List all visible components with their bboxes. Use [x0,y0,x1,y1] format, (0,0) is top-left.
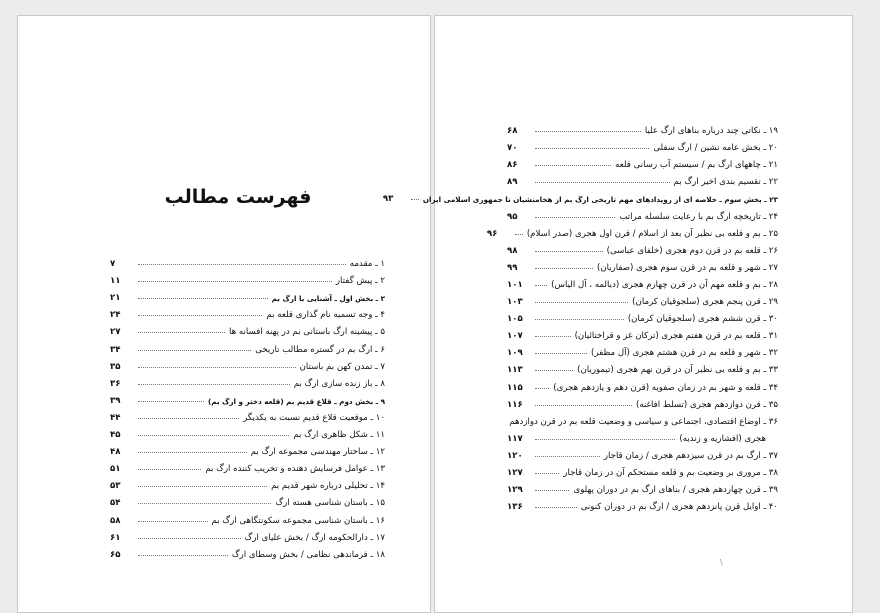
toc-entry-title: ۳۲ ـ شهر و قلعه بم در قرن هشتم هجری (آل مظفر) [591,348,778,359]
toc-entry-page-number: ۶۱ [110,532,121,543]
toc-entry-title: ۱۲ ـ ساختار مهندسی مجموعه ارگ بم [250,447,385,458]
toc-entry-title: ۱۶ ـ باستان شناسی مجموعه سکونتگاهی ارگ بم [211,515,385,526]
toc-entry-title: ۳۱ ـ قلعه بم در قرن هفتم هجری (ترکان غز و قراختائیان) [574,331,778,342]
toc-entry-title: ۵ ـ پیشینه ارگ باستانی بم در پهنه افسانه ها [229,327,385,338]
toc-entry-page-number: ۴۵ [110,430,121,441]
toc-leader-dots [138,521,208,522]
toc-leader-dots [138,452,247,453]
toc-leader-dots [138,332,225,333]
toc-entry [507,239,778,256]
toc-leader-dots [138,264,346,265]
toc-leader-dots [138,486,267,487]
toc-entry-page-number: ۳۹ [110,395,121,406]
toc-leader-dots [138,367,296,368]
toc-entry-page-number: ۵۴ [110,498,121,509]
toc-entry-title: ۲۲ ـ تقسیم بندی اخیر ارگ بم [673,177,778,188]
toc-entry-page-number: ۱۱ [110,276,121,287]
toc-entry [507,427,778,444]
toc-leader-dots [138,435,289,436]
toc-leader-dots [138,384,290,385]
toc-leader-dots [138,538,241,539]
toc-leader-dots [535,319,624,320]
toc-entry [110,474,385,491]
toc-leader-dots [138,469,201,470]
toc-entry-page-number: ۱۱۵ [507,382,523,393]
toc-leader-dots [535,336,571,337]
toc-leader-dots [535,439,675,440]
toc-entry [507,273,778,290]
toc-entry-page-number: ۸۶ [507,160,518,171]
toc-entry [507,256,778,273]
toc-leader-dots [138,281,332,282]
toc-entry-page-number: ۵۳ [110,481,121,492]
toc-entry [507,444,778,461]
toc-list-right [382,119,778,513]
left-page [17,15,431,613]
toc-entry-title: ۹ ـ بخش دوم ـ قلاع قدیم بم (قلعه دختر و ارگ بم) [207,396,385,406]
toc-entry-page-number: ۱۱۷ [507,433,523,444]
toc-leader-dots [535,285,547,286]
toc-entry [507,410,778,427]
toc-entry [507,358,778,375]
toc-entry-page-number: ۲۴ [110,310,121,321]
toc-entry-title: ۱۸ ـ فرماندهی نظامی / بخش وسطای ارگ [231,549,385,560]
page-title: فهرست مطالب [164,186,312,208]
toc-list-left [110,252,385,560]
toc-entry [110,440,385,457]
toc-entry-page-number: ۱۱۳ [507,365,523,376]
toc-entry-title: هجری (افشاریه و زندیه) [679,433,766,444]
toc-entry-page-number: ۱۲۰ [507,450,523,461]
page-mark-decoration: \ [720,558,723,567]
toc-entry [110,320,385,337]
toc-leader-dots [535,370,573,371]
toc-entry-page-number: ۵۱ [110,464,121,475]
toc-entry-page-number: ۹۸ [507,245,518,256]
toc-entry [507,375,778,392]
toc-entry-page-number: ۹۶ [486,228,498,239]
toc-entry [110,286,385,303]
toc-leader-dots [535,405,632,406]
toc-entry-page-number: ۱۲۷ [507,467,523,478]
toc-leader-dots [535,251,603,252]
toc-entry [382,187,778,205]
toc-entry-page-number: ۴۸ [110,447,121,458]
toc-entry-title: ۳۳ ـ بم و قلعه بی نظیر آن در قرن نهم هجری (تیموریان) [577,365,778,376]
toc-entry-title: ۲۱ ـ چاههای ارگ بم / سیستم آب رسانی قلعه [615,160,778,171]
toc-entry-title: ۳۶ ـ اوضاع اقتصادی، اجتماعی و سیاسی و وضعیت قلعه بم در قرن دوازدهم [509,416,778,427]
toc-entry [110,252,385,269]
toc-entry-title: ۱۹ ـ نکاتی چند درباره بناهای ارگ علیا [644,126,778,137]
toc-entry [507,153,778,170]
toc-entry [486,222,778,239]
toc-entry-page-number: ۱۰۹ [507,348,523,359]
toc-entry [110,303,385,320]
toc-entry [507,307,778,324]
toc-leader-dots [535,507,577,508]
toc-leader-dots [138,315,262,316]
toc-entry-page-number: ۳۴ [110,344,121,355]
toc-entry-page-number: ۹۹ [507,262,518,273]
toc-entry-title: ۶ ـ ارگ بم در گستره مطالب تاریخی [255,344,385,355]
toc-entry-page-number: ۷۰ [507,143,518,154]
toc-entry-title: ۳۵ ـ قرن دوازدهم هجری (تسلط افاغنه) [635,399,778,410]
toc-leader-dots [535,217,615,218]
toc-entry-page-number: ۷ [110,259,116,270]
toc-entry-title: ۴۰ ـ اوایل قرن پانزدهم هجری / ارگ بم در دوران کنونی [580,502,778,513]
toc-entry-title: ۱۷ ـ دارالحکومه ارگ / بخش علیای ارگ [244,532,385,543]
toc-entry-title: ۳۸ ـ مروری بر وضعیت بم و قلعه مستحکم آن در زمان قاجار [563,467,778,478]
toc-entry-page-number: ۱۰۱ [507,279,523,290]
toc-leader-dots [515,234,523,235]
toc-leader-dots [138,418,239,419]
toc-entry [110,423,385,440]
toc-leader-dots [535,268,593,269]
toc-entry [110,372,385,389]
toc-leader-dots [411,199,419,200]
toc-entry [507,393,778,410]
toc-entry-title: ۳۹ ـ قرن چهاردهم هجری / بناهای ارگ بم در دوران پهلوی [573,485,778,496]
toc-entry [507,324,778,341]
toc-leader-dots [138,503,271,504]
toc-entry-title: ۲۰ ـ بخش عامه نشین / ارگ سفلی [653,143,778,154]
toc-entry-title: ۲۵ ـ بم و قلعه بی نظیر آن بعد از اسلام / قرن اول هجری (صدر اسلام) [526,228,778,239]
toc-entry [110,457,385,474]
toc-entry-page-number: ۹۵ [507,211,518,222]
toc-leader-dots [535,182,670,183]
toc-entry [507,478,778,495]
toc-leader-dots [535,473,559,474]
toc-entry-page-number: ۱۰۵ [507,314,523,325]
toc-entry-title: ۱ ـ مقدمه [349,259,385,270]
toc-entry-title: ۲۳ ـ بخش سوم ـ خلاصه ای از رویدادهای مهم تاریخی ارگ بم از هخامنشیان تا جمهوری اسلامی ایران [422,195,778,205]
toc-entry-title: ۲۸ ـ بم و قلعه مهم آن در قرن چهارم هجری (دیالمه ، آل الیاس) [551,279,778,290]
toc-entry-title: ۱۰ ـ موقعیت قلاع قدیم نسبت به یکدیگر [243,412,385,423]
toc-entry-title: ۱۱ ـ شکل ظاهری ارگ بم [293,430,385,441]
toc-leader-dots [138,350,251,351]
toc-entry-page-number: ۵۸ [110,515,121,526]
toc-entry-page-number: ۱۱۶ [507,399,523,410]
toc-entry-title: ۲۶ ـ قلعه بم در قرن دوم هجری (خلفای عباسی) [606,245,778,256]
toc-entry [110,355,385,372]
toc-leader-dots [535,131,641,132]
toc-leader-dots [138,401,204,402]
toc-entry [507,495,778,512]
toc-entry-page-number: ۱۰۷ [507,331,523,342]
toc-entry-page-number: ۹۳ [382,194,394,205]
toc-leader-dots [535,353,587,354]
toc-entry [110,337,385,354]
toc-entry-page-number: ۶۸ [507,126,518,137]
toc-leader-dots [535,165,611,166]
toc-entry [110,526,385,543]
toc-entry [110,269,385,286]
toc-entry-title: ۱۵ ـ باستان شناسی هسته ارگ [275,498,385,509]
toc-entry-title: ۳۴ ـ قلعه و شهر بم در زمان صفویه (قرن دهم و یازدهم هجری) [553,382,778,393]
toc-entry-page-number: ۱۲۹ [507,485,523,496]
toc-entry-page-number: ۳۵ [110,361,121,372]
toc-entry [110,491,385,508]
toc-entry-title: ۱۳ ـ عوامل فرسایش دهنده و تخریب کننده ارگ بم [205,464,385,475]
toc-leader-dots [138,298,268,299]
toc-entry [507,136,778,153]
toc-entry-page-number: ۱۳۶ [507,502,523,513]
toc-entry-title: ۲۹ ـ قرن پنجم هجری (سلجوقیان کرمان) [632,297,778,308]
toc-entry-title: ۷ ـ تمدن کهن بم باستان [299,361,385,372]
toc-entry-title: ۲۴ ـ تاریخچه ارگ بم با رعایت سلسله مراتب [619,211,778,222]
toc-entry [110,389,385,406]
toc-leader-dots [535,148,649,149]
toc-entry-title: ۳ ـ بخش اول ـ آشنایی با ارگ بم [271,294,385,304]
toc-entry-page-number: ۱۰۳ [507,297,523,308]
toc-entry-page-number: ۲۱ [110,293,121,304]
toc-entry [110,543,385,560]
toc-entry-title: ۱۴ ـ تحلیلی درباره شهر قدیم بم [271,481,385,492]
toc-entry [110,406,385,423]
toc-entry [507,204,778,221]
toc-leader-dots [138,555,228,556]
toc-leader-dots [535,456,600,457]
toc-entry-page-number: ۲۷ [110,327,121,338]
toc-entry-page-number: ۸۹ [507,177,518,188]
toc-entry [110,508,385,525]
toc-entry-page-number: ۳۶ [110,378,121,389]
toc-entry-title: ۸ ـ باز زنده سازی ارگ بم [293,378,385,389]
toc-entry-title: ۲۷ ـ شهر و قلعه بم در قرن سوم هجری (صفاریان) [596,262,778,273]
toc-leader-dots [535,388,549,389]
right-page [382,15,853,613]
toc-leader-dots [535,302,628,303]
toc-entry [507,461,778,478]
toc-entry-title: ۴ ـ وجه تسمیه نام گذاری قلعه بم [266,310,385,321]
toc-leader-dots [535,490,569,491]
toc-entry [507,119,778,136]
toc-entry [507,290,778,307]
toc-entry-page-number: ۶۵ [110,549,121,560]
toc-entry [507,170,778,187]
toc-entry-title: ۳۰ ـ قرن ششم هجری (سلجوقیان کرمان) [627,314,778,325]
toc-entry-page-number: ۴۴ [110,412,121,423]
toc-entry [507,341,778,358]
toc-entry-title: ۳۷ ـ ارگ بم در قرن سیزدهم هجری / زمان قاجار [603,450,778,461]
toc-entry-title: ۲ ـ پیش گفتار [335,276,385,287]
